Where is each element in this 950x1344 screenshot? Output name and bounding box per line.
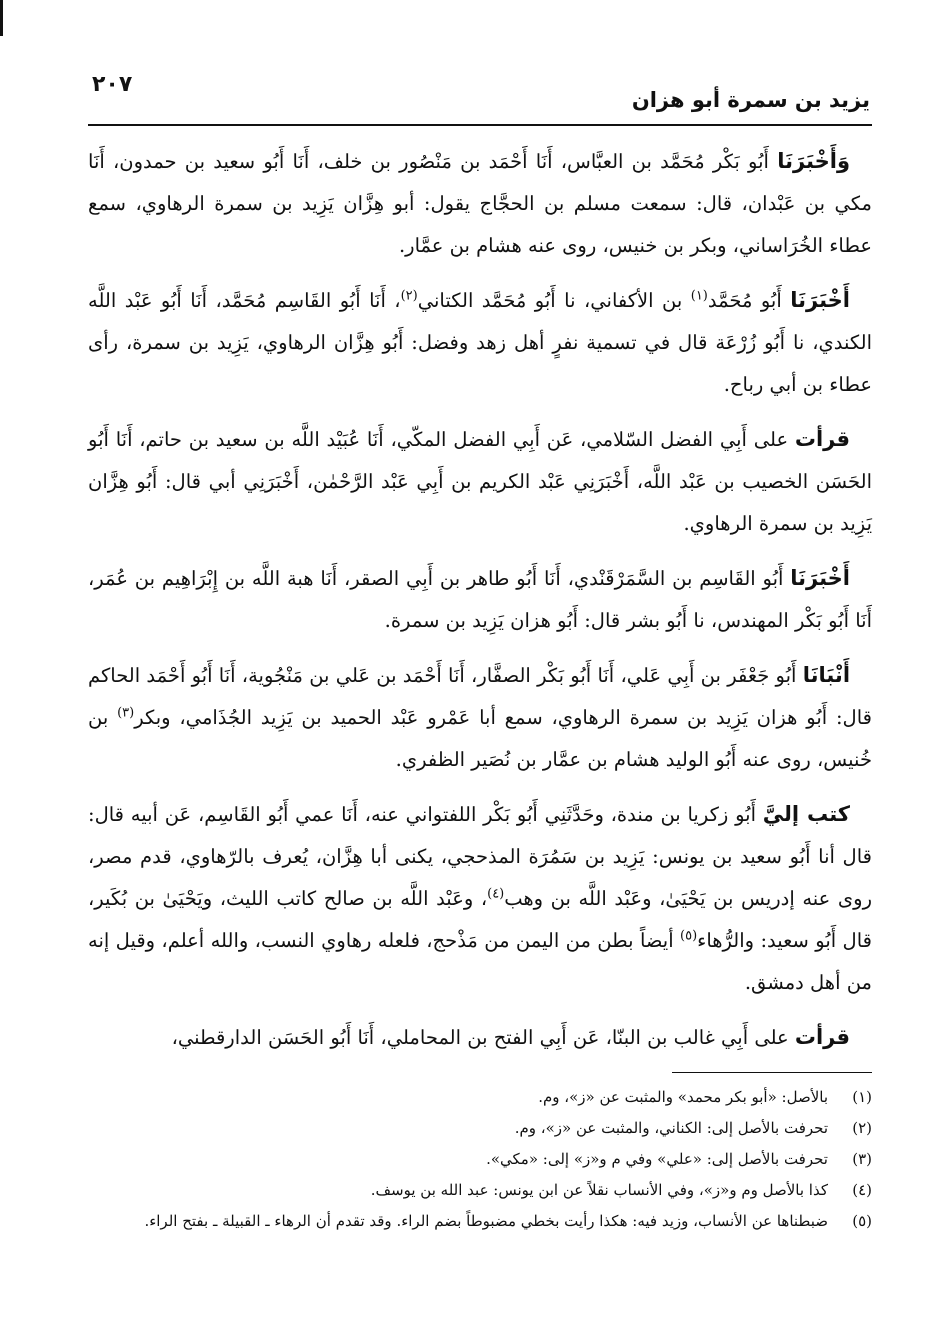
footnote-4 [88, 1175, 872, 1206]
footnote-number: (١) [852, 1088, 872, 1106]
footnotes [88, 1082, 872, 1237]
footnote-number: (٥) [852, 1212, 872, 1230]
footnote-number: (٢) [852, 1119, 872, 1137]
paragraph-1 [88, 140, 872, 267]
running-header [88, 66, 872, 126]
paragraph-lead-word: قرأت [794, 1025, 850, 1049]
paragraph-3 [88, 418, 872, 545]
footnote-5 [88, 1206, 872, 1237]
paragraph-text: أَبُو جَعْفَر بن أَبِي عَلي، أَنَا أَبُو بَكْر الصفَّار، أَنَا أَحْمَد بن عَلي بن مَنْجُوية، أَنَا أَبُو أَحْمَد الحاكم قال: أَبُو هزان يَزِيد بن سمرة الرهاوي، سمع أبا عَمْرو عَبْد الحميد بن يَزِيد الجُذَامي، وبكر [88, 664, 872, 729]
footnote-ref-1[interactable]: (١) [690, 288, 708, 304]
paragraph-text: أَبُو القَاسِم بن السَّمَرْقَنْدي، أَنَا أَبُو طاهر بن أَبِي الصقر، أَنَا هبة اللَّه بن إِبْرَاهِيم بن عُمَر، أَنَا أَبُو بَكْر المهندس، نا أَبُو بشر قال: أَبُو هزان يَزِيد بن سمرة. [88, 567, 872, 632]
paragraph-text: ، أَنَا أَبُو القَاسِم مُحَمَّد، أَنَا أَبُو عَبْد اللَّه الكندي، نا أَبُو زُرْعَة قال في تسمية نفرٍ أهل زهد وفضل: أَبُو هِزَّان الرهاوي، يَزِيد بن سمرة، رأى عطاء بن أبي رباح. [88, 289, 872, 396]
footnote-text: تحرفت بالأصل إلى: «علي» وفي م و«ز» إلى: «مكي». [486, 1150, 828, 1168]
paragraph-lead-word: أَنْبَانَا [802, 663, 851, 687]
paragraph-text: أَبُو زكريا بن مندة، وحَدَّثَنِي أَبُو بَكْر اللفتواني عنه، أَنَا عمي أَبُو القَاسِم، عَن أبيه قال: قال أنا أَبُو سعيد بن يونس: يَزِيد بن سَمُرَة المذحجي، يكنى أبا هِزَّان، يُعرف بالرّهاوي، قدم مصر، روى عنه إدريس بن يَحْيَىٰ، وعَبْد اللَّه بن وهب [88, 803, 872, 910]
footnote-text: تحرفت بالأصل إلى: الكناني، والمثبت عن «ز»، وم. [514, 1119, 828, 1137]
paragraph-5 [88, 654, 872, 781]
paragraph-text: بن الأكفاني، نا أَبُو مُحَمَّد الكتاني [417, 289, 691, 312]
footnote-divider [672, 1072, 872, 1073]
paragraph-lead-word: قرأت [794, 427, 850, 451]
paragraph-text: أَبُو بَكْر مُحَمَّد بن العبَّاس، أَنَا أَحْمَد بن مَنْصُور بن خلف، أَنَا أَبُو سعيد بن حمدون، أَنَا مكي بن عَبْدان، قال: سمعت مسلم بن الحجَّاج يقول: أبو هِزَّان يَزِيد بن سمرة الرهاوي، سمع عطاء الخُرَاساني، وبكر بن خنيس، روى عنه هشام بن عمَّار. [88, 150, 872, 257]
footnote-3 [88, 1144, 872, 1175]
footnote-text: بالأصل: «أبو بكر محمد» والمثبت عن «ز»، وم. [538, 1088, 828, 1106]
running-title: يزيد بن سمرة أبو هزان [631, 88, 870, 112]
footnote-number: (٣) [852, 1150, 872, 1168]
paragraph-lead-word: أَخْبَرَنَا [790, 288, 850, 312]
paragraph-text: بن خُنيس، روى عنه أَبُو الوليد هشام بن عمَّار بن نُصَير الظفري. [88, 706, 872, 771]
page-number: ٢٠٧ [92, 72, 133, 97]
footnote-1 [88, 1082, 872, 1113]
footnote-text: ضبطناها عن الأنساب، وزيد فيه: هكذا رأيت بخطي مضبوطاً بضم الراء. وقد تقدم أن الرهاء ـ القبيلة ـ بفتح الراء. [144, 1212, 828, 1230]
footnote-2 [88, 1113, 872, 1144]
footnote-text: كذا بالأصل وم و«ز»، وفي الأنساب نقلاً عن ابن يونس: عبد الله بن يوسف. [370, 1181, 828, 1199]
paragraph-text: أَبُو مُحَمَّد [707, 289, 782, 312]
paragraph-7 [88, 1016, 872, 1059]
footnote-ref-2[interactable]: (٢) [400, 288, 418, 304]
paragraph-text: ، وعَبْد اللَّه بن صالح كاتب الليث، ويَحْيَىٰ بن بُكَير، قال أَبُو سعيد: والرُّهاء [88, 887, 872, 952]
footnote-ref-4[interactable]: (٤) [487, 886, 505, 902]
paragraph-text: على أَبِي غالب بن البنّا، عَن أَبِي الفتح بن المحاملي، أَنَا أَبُو الحَسَن الدارقطني، [171, 1026, 789, 1049]
footnote-number: (٤) [852, 1181, 872, 1199]
paragraph-text: أيضاً بطن من اليمن من مَذْحج، فلعله رهاوي النسب، والله أعلم، وقيل إنه من أهل دمشق. [88, 929, 872, 994]
paragraph-lead-word: وَأَخْبَرَنَا [777, 149, 850, 173]
paragraph-lead-word: أَخْبَرَنَا [790, 566, 851, 590]
footnote-ref-3[interactable]: (٣) [117, 705, 135, 721]
footnote-ref-5[interactable]: (٥) [680, 928, 698, 944]
paragraph-text: على أَبِي الفضل السّلامي، عَن أَبِي الفضل المكّي، أَنَا عُبَيْد اللَّه بن سعيد بن حاتم، أَنَا أَبُو الحَسَن الخصيب بن عَبْد اللَّه، أَخْبَرَنِي عَبْد الكريم بن أَبِي عَبْد الرَّحْمٰن، أَخْبَرَنِي أبي قال: أَبُو هِزَّان يَزِيد بن سمرة الرهاوي. [88, 428, 872, 535]
paragraph-lead-word: كتب إليَّ [762, 802, 851, 826]
body-text [88, 140, 872, 1071]
paragraph-4 [88, 557, 872, 642]
paragraph-2 [88, 279, 872, 406]
page-edge-mark [0, 0, 3, 36]
paragraph-6 [88, 793, 872, 1004]
